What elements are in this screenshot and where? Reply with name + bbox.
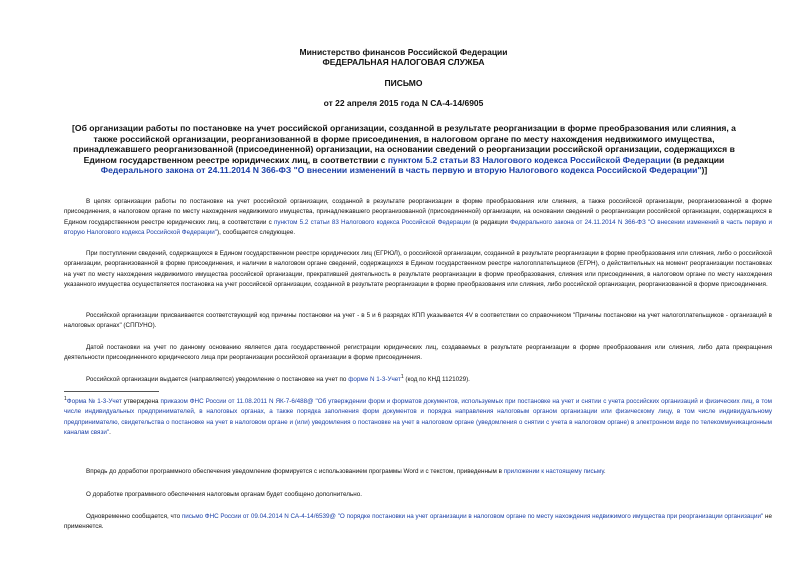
intro-link-tax-code[interactable]: пунктом 5.2 статьи 83 Налогового кодекса Российской Федерации: [273, 218, 471, 226]
title-link-federal-law[interactable]: Федерального закона от 24.11.2014 N 366-ФЗ "О внесении изменений в часть первую и вторую Налогового кодекса Российской Федерации": [100, 165, 702, 176]
paragraph-software-update: О доработке программного обеспечения налоговым органам будет сообщено дополнительно.: [86, 491, 362, 498]
paragraph-interim-procedure: Впредь до доработки программного обеспечения уведомление формируется с использованием программы Word и с текстом, приведенным в приложении к настоящему письму.: [86, 468, 606, 475]
footnote: $^1$Форма № 1-3-Учет утверждена приказом ФНС России от 11.08.2011 N ЯК-7-6/488@ "Об утверждении форм и форматов документов, используемых при постановке на учет и снятии с учета российских организаций и физических лиц, в том числе индивидуальных предпринимателей, в налоговых органах, а также порядка заполнения форм документов и порядка направления налоговым органом организации или физическому лицу, в том числе индивидуальному предпринимателю, свидетельства о постановке на учет в налоговом органе и (или) уведомления о постановке на учет в налоговом органе (уведомления о снятии с учета в налоговом органе) в электронном виде по телекоммуникационным каналам связи".: [64, 395, 772, 437]
paragraph-kpp-code: Российской организации присваивается соответствующий код причины постановки на учет - в 5 и 6 разрядах КПП указывается 4V в соответствии со справочником "Причины постановки на учет налогоплательщиков - организаций в налоговых органах" (СППУНО).: [64, 312, 772, 330]
paragraph-intro: В целях организации работы по постановке на учет российской организации, созданной в результате реорганизации в форме преобразования или слияния, а также российской организации, реорганизованной в форме присоединения, в налоговом органе по месту нахождения недвижимого имущества, принадлежавшего реорганизованной (присоединенной) организации, на основании сведений о реорганизации российской организации, содержащихся в Едином государственном реестре юридических лиц, в соответствии с пунктом 5.2 статьи 83 Налогового кодекса Российской Федерации (в редакции Федерального закона от 24.11.2014 N 366-ФЗ "О внесении изменений в часть первую и вторую Налогового кодекса Российской Федерации"), сообщается следующее.: [64, 198, 772, 237]
footnote-divider: [64, 391, 159, 392]
appendix-link[interactable]: приложении к настоящему письму: [503, 468, 604, 475]
paragraph-registration: При поступлении сведений, содержащихся в Едином государственном реестре юридических лиц (ЕГРЮЛ), о российской организации, созданной в результате реорганизации в форме преобразования или слияния, либо о российской организации, реорганизованной в форме присоединения, и наличии в налоговом органе сведений, содержащихся в Едином государственном реестре налогоплательщиков (ЕГРН), о действительных на момент реорганизации постановках на учет по месту нахождения недвижимого имущества российской организации, прекратившей деятельность в результате реорганизации в форме преобразования, слияния или присоединения, в налоговом органе по месту нахождения указанного имущества осуществляется постановка на учет российской организации, созданной в результате реорганизации в форме преобразования или слияния, либо российской организации, реорганизованной в форме присоединения.: [64, 250, 772, 289]
footnote-number: 1: [64, 395, 67, 402]
footnote-marker: 1: [400, 373, 404, 380]
service-name: ФЕДЕРАЛЬНАЯ НАЛОГОВАЯ СЛУЖБА: [322, 57, 485, 67]
superseded-letter-link[interactable]: письмо ФНС России от 09.04.2014 N СА-4-14/6539@ "О порядке постановки на учет организации в налоговом органе по месту нахождения недвижимого имущества при реорганизации организации": [181, 513, 764, 520]
form-1-3-link[interactable]: форме N 1-3-Учет: [348, 376, 401, 383]
footnote-form-link[interactable]: Форма № 1-3-Учет: [66, 398, 122, 405]
paragraph-superseded-letter: Одновременно сообщается, что письмо ФНС России от 09.04.2014 N СА-4-14/6539@ "О порядке постановки на учет организации в налоговом органе по месту нахождения недвижимого имущества при реорганизации организации" не применяется.: [64, 513, 772, 531]
paragraph-registration-date: Датой постановки на учет по данному основанию является дата государственной регистрации юридических лиц, создаваемых в результате реорганизации в форме преобразования или слияния, либо дата прекращения деятельности присоединенного юридического лица при реорганизации российской организации в форме присоединения.: [64, 344, 772, 362]
document-type: ПИСЬМО: [384, 78, 423, 88]
document-date: от 22 апреля 2015 года N СА-4-14/6905: [323, 98, 484, 108]
document-title: [Об организации работы по постановке на учет российской организации, созданной в результате реорганизации в форме преобразования или слияния, а также российской организации, реорганизованной в форме присоединения, в налоговом органе по месту нахождения недвижимого имущества, принадлежавшего реорганизованной (присоединенной) организации, на основании сведений о реорганизации российской организации, содержащихся в Едином государственном реестре юридических лиц, в соответствии с пунктом 5.2 статьи 83 Налогового кодекса Российской Федерации (в редакции Федерального закона от 24.11.2014 N 366-ФЗ "О внесении изменений в часть первую и вторую Налогового кодекса Российской Федерации")]: [72, 123, 736, 176]
paragraph-notification: Российской организации выдается (направляется) уведомление о постановке на учет по форме N 1-3-Учет$^1$ (код по КНД 1121029).: [86, 373, 470, 383]
intro-link-federal-law[interactable]: Федерального закона от 24.11.2014 N 366-ФЗ "О внесении изменений в часть первую и вторую Налогового кодекса Российской Федерации": [64, 218, 772, 237]
footnote-order-link[interactable]: приказом ФНС России от 11.08.2011 N ЯК-7-6/488@ "Об утверждении форм и форматов документов, используемых при постановке на учет и снятии с учета российских организаций и физических лиц, в том числе индивидуальных предпринимателей, в налоговых органах, а также порядка заполнения форм документов и порядка направления налоговым органом организации или физическому лицу, в том числе индивидуальному предпринимателю, свидетельства о постановке на учет в налоговом органе и (или) уведомления о постановке на учет в налоговом органе (уведомления о снятии с учета в налоговом органе) в электронном виде по телекоммуникационным каналам связи": [64, 398, 772, 437]
title-link-tax-code[interactable]: пунктом 5.2 статьи 83 Налогового кодекса Российской Федерации: [387, 154, 671, 165]
ministry-name: Министерство финансов Российской Федерации: [299, 47, 508, 57]
